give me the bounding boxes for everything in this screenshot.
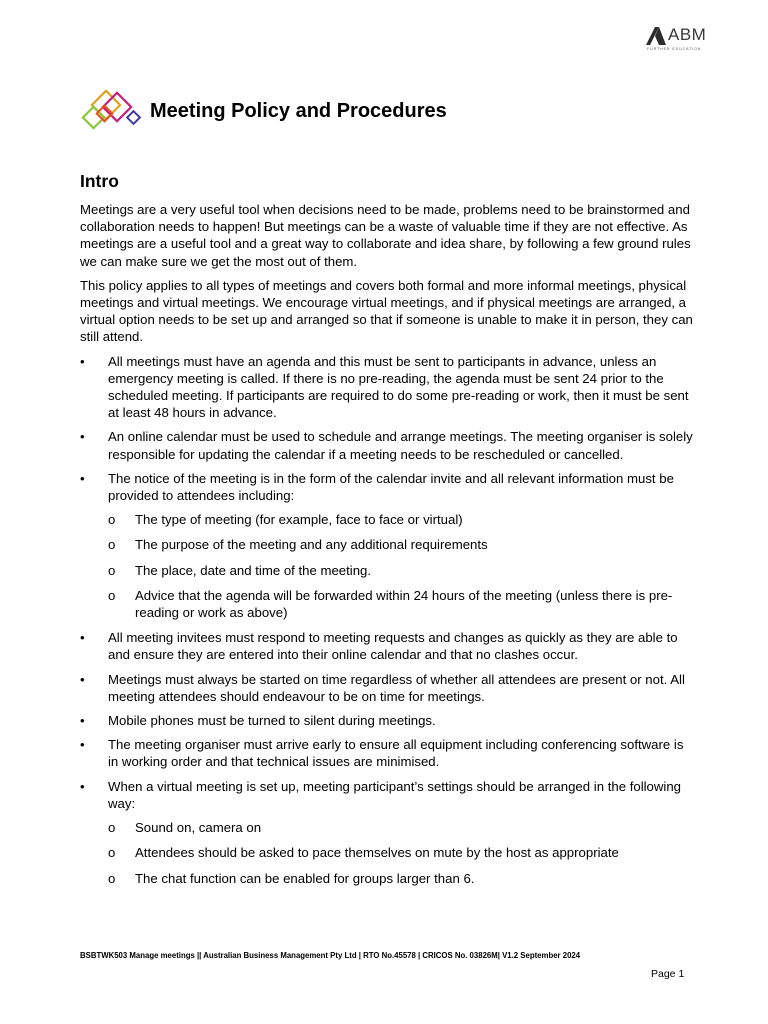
- policy-item-text: All meetings must have an agenda and this must be sent to participants in advance, unless an emergency meeting is called. If there is no pre-reading, the agenda must be sent 24 prior to the scheduled meeting. If participants are required to do some pre-reading or work, then it must be sent at least 48 hours in advance.: [108, 353, 689, 421]
- scope-paragraph: This policy applies to all types of meetings and covers both formal and more informal meetings, physical meetings and virtual meetings. We encourage virtual meetings, and if physical meetings are arranged, a virtual option needs to be set up and arranged so that if someone is unable to make it in person, they can still attend.: [80, 277, 693, 345]
- policy-subitem: o The type of meeting (for example, face to face or virtual): [108, 511, 696, 528]
- policy-sublist: [108, 511, 696, 621]
- abm-logo: [646, 27, 716, 55]
- document-title: Meeting Policy and Procedures: [150, 100, 447, 122]
- intro-paragraph: Meetings are a very useful tool when decisions need to be made, problems need to be brainstormed and collaboration needs to happen! But meetings can be a waste of valuable time if they are not effective. As meetings are a useful tool and a great way to collaborate and idea share, by following a few ground rules we can make sure we get the most out of them.: [80, 202, 691, 269]
- policy-item: [80, 353, 696, 422]
- policy-item: [80, 671, 696, 705]
- policy-item-text: Mobile phones must be turned to silent during meetings.: [108, 713, 436, 729]
- diamond-logo-icon: [80, 88, 144, 134]
- policy-subitem: o Advice that the agenda will be forwarded within 24 hours of the meeting (unless there is pre-reading or work as above): [108, 587, 696, 621]
- policy-item: [80, 778, 696, 887]
- policy-item: [80, 428, 696, 462]
- abm-logo-subtext: FURTHER EDUCATION: [647, 47, 702, 51]
- policy-item-text: The notice of the meeting is in the form of the calendar invite and all relevant information must be provided to attendees including:: [108, 470, 674, 504]
- policy-subitem: o The purpose of the meeting and any additional requirements: [108, 536, 696, 553]
- policy-item-text: All meeting invitees must respond to meeting requests and changes as quickly as they are able to and ensure they are entered into their online calendar and that no clashes occur.: [108, 630, 678, 663]
- abm-mark-icon: [646, 27, 666, 45]
- policy-item: [80, 470, 696, 621]
- page-footer: BSBTWK503 Manage meetings || Australian Business Management Pty Ltd | RTO No.45578 | CRICOS No. 03826M| V1.2 September 2024: [80, 951, 581, 960]
- policy-item-text: The meeting organiser must arrive early to ensure all equipment including conferencing software is in working order and that technical issues are minimised.: [108, 737, 684, 770]
- policy-item: [80, 629, 696, 663]
- policy-list: [80, 353, 696, 887]
- policy-subitem: o The place, date and time of the meeting.: [108, 562, 696, 579]
- abm-logo-text: ABM: [668, 25, 707, 44]
- policy-item-text: When a virtual meeting is set up, meeting participant’s settings should be arranged in the following way:: [108, 778, 682, 811]
- policy-item: [80, 736, 696, 770]
- policy-item: [80, 712, 696, 729]
- policy-subitem: o Attendees should be asked to pace themselves on mute by the host as appropriate: [108, 844, 696, 861]
- page-number: Page 1: [651, 968, 685, 980]
- policy-subitem: o Sound on, camera on: [108, 819, 696, 836]
- intro-heading: Intro: [80, 171, 119, 191]
- policy-sublist: [108, 819, 696, 887]
- document-body: [80, 170, 696, 895]
- policy-item-text: An online calendar must be used to schedule and arrange meetings. The meeting organiser is solely responsible for updating the calendar if a meeting needs to be rescheduled or cancelled.: [108, 429, 693, 462]
- policy-subitem: o The chat function can be enabled for groups larger than 6.: [108, 870, 696, 887]
- policy-item-text: Meetings must always be started on time regardless of whether all attendees are present or not. All meeting attendees should endeavour to be on time for meetings.: [108, 671, 685, 704]
